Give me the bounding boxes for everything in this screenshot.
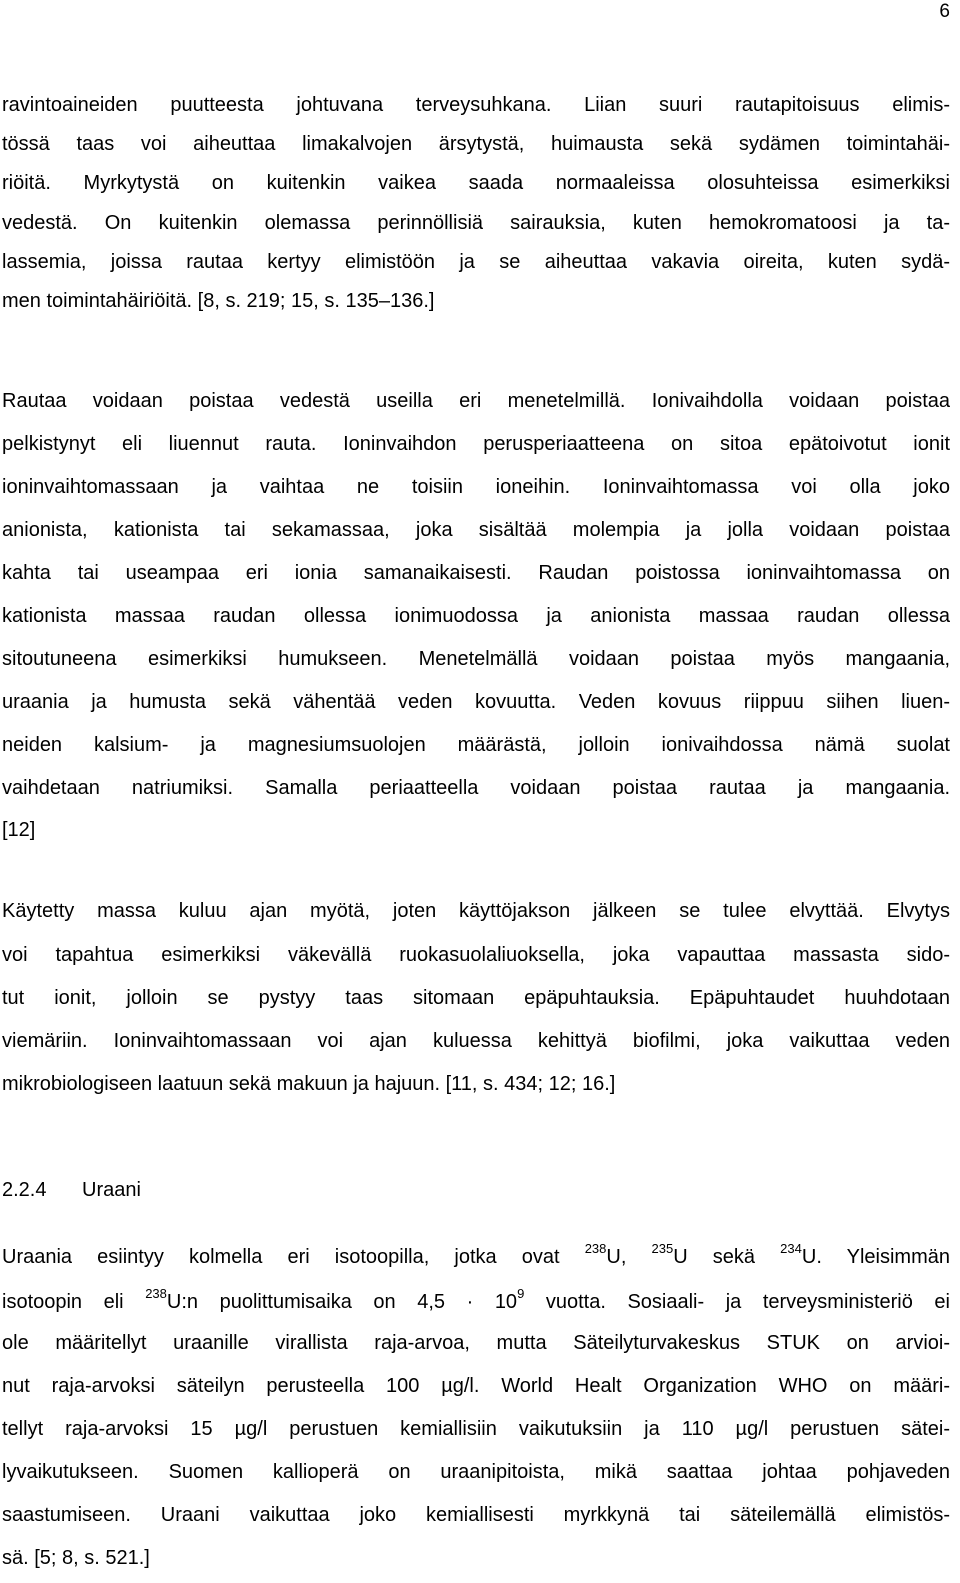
paragraph-3-line-4: viemäriin. Ioninvaihtomassaan voi ajan kuluessa kehittyä biofilmi, joka vaikuttaa veden [2, 1030, 950, 1052]
paragraph-3-line-1: Käytetty massa kuluu ajan myötä, joten käyttöjakson jälkeen se tulee elvyttää. Elvytys [2, 900, 950, 922]
uranium-line-1-text-b: U. Yleisimmän [801, 1246, 950, 1268]
superscript-238b: 238 [145, 1286, 167, 1302]
paragraph-2-line-2: pelkistynyt eli liuennut rauta. Ioninvaihdon perusperiaatteena on sitoa epätoivotut ionit [2, 433, 950, 455]
superscript-238: 238 [584, 1241, 607, 1257]
uranium-line-1-u2: U sekä [673, 1246, 756, 1268]
paragraph-1-line-6: men toimintahäiriöitä. [8, s. 219; 15, s. 135–136.] [2, 290, 435, 312]
page-number: 6 [939, 1, 950, 22]
uranium-line-1 [2, 1241, 950, 1270]
uranium-line-1-u1: U, [606, 1246, 627, 1268]
paragraph-2-line-6: kationista massaa raudan ollessa ionimuodossa ja anionista massaa raudan ollessa [2, 605, 950, 627]
uranium-line-4: nut raja-arvoksi säteilyn perusteella 100 µg/l. World Healt Organization WHO on määri- [2, 1375, 950, 1397]
paragraph-2-line-9: neiden kalsium- ja magnesiumsuolojen määrästä, jolloin ionivaihdossa nämä suolat [2, 734, 950, 756]
paragraph-2-line-1: Rautaa voidaan poistaa vedestä useilla eri menetelmillä. Ionivaihdolla voidaan poistaa [2, 390, 950, 412]
uranium-line-2-text-c: vuotta. Sosiaali- ja terveysministeriö ei [545, 1291, 951, 1313]
paragraph-1-line-3: riöitä. Myrkytystä on kuitenkin vaikea saada normaaleissa olosuhteissa esimerkiksi [2, 172, 950, 194]
uranium-line-2 [2, 1286, 951, 1315]
paragraph-2-line-3: ioninvaihtomassaan ja vaihtaa ne toisiin ioneihin. Ioninvaihtomassa voi olla joko [2, 476, 950, 498]
uranium-line-6: lyvaikutukseen. Suomen kallioperä on uraanipitoista, mikä saattaa johtaa pohjaveden [2, 1461, 950, 1483]
paragraph-1-line-5: lassemia, joissa rautaa kertyy elimistöön ja se aiheuttaa vakavia oireita, kuten sydä- [2, 251, 950, 273]
paragraph-2-line-5: kahta tai useampaa eri ionia samanaikaisesti. Raudan poistossa ioninvaihtomassa on [2, 562, 950, 584]
section-heading [2, 1177, 141, 1203]
uranium-line-2-text-b: U:n puolittumisaika on 4,5 · 10 [166, 1291, 518, 1313]
paragraph-2-line-11: [12] [2, 819, 36, 841]
uranium-line-5: tellyt raja-arvoksi 15 µg/l perustuen kemiallisiin vaikutuksiin ja 110 µg/l perustuen sätei- [2, 1418, 950, 1440]
uranium-line-7: saastumiseen. Uraani vaikuttaa joko kemiallisesti myrkkynä tai säteilemällä elimistös- [2, 1504, 950, 1526]
paragraph-2-line-4: anionista, kationista tai sekamassaa, joka sisältää molempia ja jolla voidaan poistaa [2, 519, 950, 541]
section-number: 2.2.4 [2, 1179, 47, 1201]
paragraph-3-line-5: mikrobiologiseen laatuun sekä makuun ja hajuun. [11, s. 434; 12; 16.] [2, 1073, 616, 1095]
superscript-exponent: 9 [517, 1286, 525, 1302]
paragraph-2-line-8: uraania ja humusta sekä vähentää veden kovuutta. Veden kovuus riippuu siihen liuen- [2, 691, 950, 713]
paragraph-3-line-3: tut ionit, jolloin se pystyy taas sitomaan epäpuhtauksia. Epäpuhtaudet huuhdotaan [2, 987, 950, 1009]
paragraph-1-line-1: ravintoaineiden puutteesta johtuvana terveysuhkana. Liian suuri rautapitoisuus elimis- [2, 94, 950, 116]
paragraph-2-line-7: sitoutuneena esimerkiksi humukseen. Menetelmällä voidaan poistaa myös mangaania, [2, 648, 950, 670]
paragraph-2-line-10: vaihdetaan natriumiksi. Samalla periaatteella voidaan poistaa rautaa ja mangaania. [2, 777, 950, 799]
paragraph-1-line-4: vedestä. On kuitenkin olemassa perinnöllisiä sairauksia, kuten hemokromatoosi ja ta- [2, 212, 950, 234]
superscript-234: 234 [780, 1241, 802, 1257]
paragraph-3-line-2: voi tapahtua esimerkiksi väkevällä ruokasuolaliuoksella, joka vapauttaa massasta sido- [2, 944, 950, 966]
uranium-line-8: sä. [5; 8, s. 521.] [2, 1547, 150, 1569]
uranium-line-2-text-a: isotoopin eli [2, 1291, 124, 1313]
superscript-235: 235 [651, 1241, 674, 1257]
uranium-line-3: ole määritellyt uraanille virallista raja-arvoa, mutta Säteilyturvakeskus STUK on arvioi- [2, 1332, 950, 1354]
paragraph-1-line-2: tössä taas voi aiheuttaa limakalvojen ärsytystä, huimausta sekä sydämen toimintahäi- [2, 133, 950, 155]
uranium-line-1-text-a: Uraania esiintyy kolmella eri isotoopilla, jotka ovat [2, 1246, 560, 1268]
section-title: Uraani [82, 1179, 141, 1201]
